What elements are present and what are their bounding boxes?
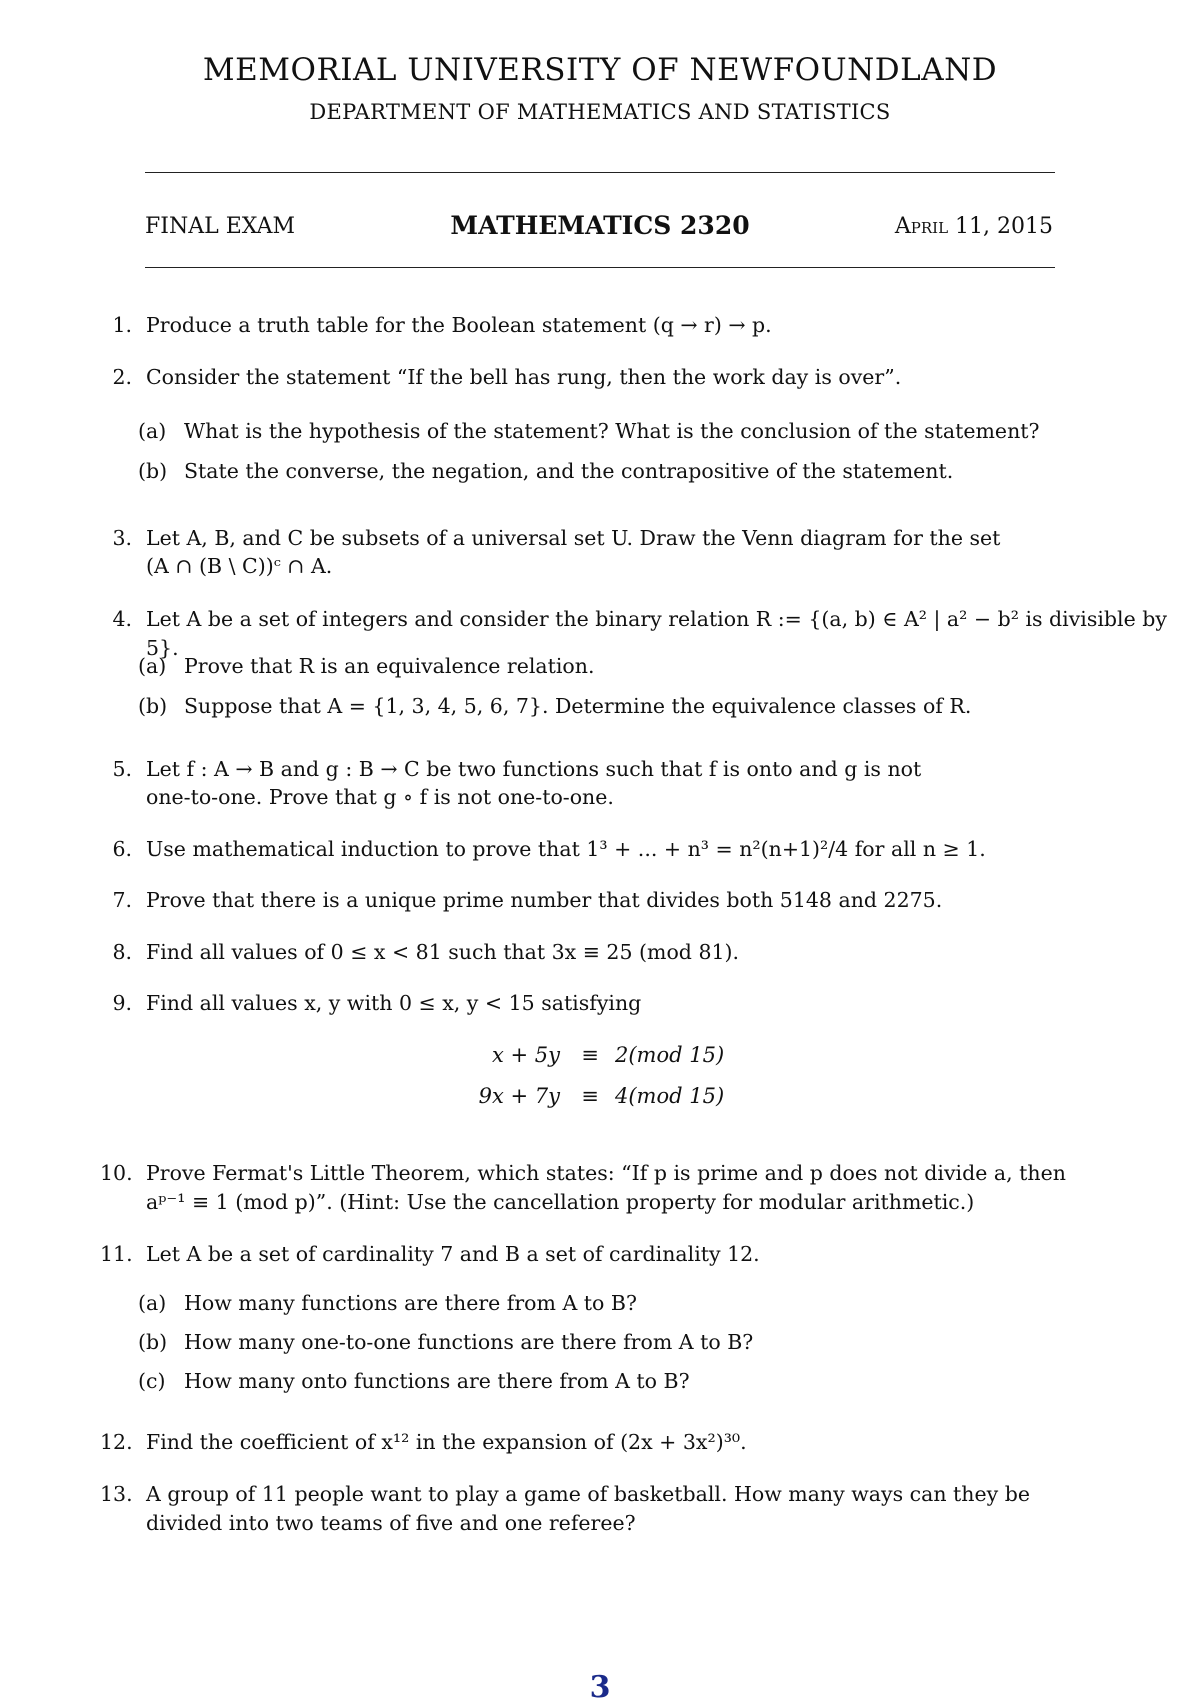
question-text: Consider the statement “If the bell has rung, then the work day is over”. xyxy=(146,365,902,389)
part-text: Suppose that A = {1, 3, 4, 5, 6, 7}. Determine the equivalence classes of R. xyxy=(184,694,972,718)
question-text: Prove that there is a unique prime number that divides both 5148 and 2275. xyxy=(146,888,943,912)
part-label: (a) xyxy=(138,1291,167,1315)
question-text: Produce a truth table for the Boolean statement (q → r) → p. xyxy=(146,313,772,337)
equation-1-rhs: 2(mod 15) xyxy=(615,1043,725,1067)
part-label: (a) xyxy=(138,419,167,443)
question-text: Let A, B, and C be subsets of a universal set U. Draw the Venn diagram for the set xyxy=(146,526,1001,550)
question-text: divided into two teams of five and one referee? xyxy=(146,1511,636,1535)
question-number: 10. xyxy=(100,1161,133,1185)
question-number: 11. xyxy=(100,1242,133,1266)
equation-1-lhs: x + 5y xyxy=(491,1043,560,1067)
equation-2-lhs: 9x + 7y xyxy=(478,1084,560,1108)
question-number: 13. xyxy=(100,1482,133,1506)
part-text: What is the hypothesis of the statement? What is the conclusion of the statement? xyxy=(184,419,1040,443)
equation-2-rhs: 4(mod 15) xyxy=(615,1084,725,1108)
part-text: How many one-to-one functions are there from A to B? xyxy=(184,1330,754,1354)
question-text: one-to-one. Prove that g ∘ f is not one-to-one. xyxy=(146,785,614,809)
question-text: Let f : A → B and g : B → C be two functions such that f is onto and g is not xyxy=(146,757,922,781)
question-text: Find the coefficient of x¹² in the expansion of (2x + 3x²)³⁰. xyxy=(146,1430,747,1454)
exam-type: FINAL EXAM xyxy=(145,214,296,239)
exam-date: April 11, 2015 xyxy=(894,214,1053,239)
part-text: Prove that R is an equivalence relation. xyxy=(184,654,595,678)
equation-2-rel: ≡ xyxy=(581,1084,599,1108)
question-number: 5. xyxy=(112,757,132,781)
question-text: Find all values of 0 ≤ x < 81 such that 3x ≡ 25 (mod 81). xyxy=(146,940,740,964)
question-text: (A ∩ (B \ C))ᶜ ∩ A. xyxy=(146,554,333,578)
question-number: 6. xyxy=(112,837,132,861)
part-label: (b) xyxy=(138,694,168,718)
part-text: How many functions are there from A to B? xyxy=(184,1291,637,1315)
question-text: Prove Fermat's Little Theorem, which states: “If p is prime and p does not divide a, then xyxy=(146,1161,1066,1185)
university-name: MEMORIAL UNIVERSITY OF NEWFOUNDLAND xyxy=(202,52,998,88)
question-text: Let A be a set of integers and consider the binary relation R := {(a, b) ∈ A² | a² − b² is divisible by 5}. xyxy=(146,607,1167,660)
part-text: State the converse, the negation, and the contrapositive of the statement. xyxy=(184,459,954,483)
part-label: (b) xyxy=(138,1330,168,1354)
part-text: How many onto functions are there from A to B? xyxy=(184,1369,690,1393)
question-text: Use mathematical induction to prove that 1³ + ... + n³ = n²(n+1)²/4 for all n ≥ 1. xyxy=(146,837,986,861)
question-text: Find all values x, y with 0 ≤ x, y < 15 satisfying xyxy=(146,991,642,1015)
question-number: 12. xyxy=(100,1430,133,1454)
part-label: (c) xyxy=(138,1369,166,1393)
question-number: 9. xyxy=(112,991,132,1015)
part-label: (b) xyxy=(138,459,168,483)
question-text: Let A be a set of cardinality 7 and B a set of cardinality 12. xyxy=(146,1242,760,1266)
question-number: 8. xyxy=(112,940,132,964)
course-title: MATHEMATICS 2320 xyxy=(450,211,750,240)
question-number: 1. xyxy=(112,313,132,337)
question-number: 7. xyxy=(112,888,132,912)
question-text: A group of 11 people want to play a game of basketball. How many ways can they be xyxy=(146,1482,1030,1506)
question-number: 4. xyxy=(112,607,132,631)
equation-1-rel: ≡ xyxy=(581,1043,599,1067)
department-name: DEPARTMENT OF MATHEMATICS AND STATISTICS xyxy=(309,100,891,124)
part-label: (a) xyxy=(138,654,167,678)
header-rule-top xyxy=(145,172,1055,173)
question-text: aᵖ⁻¹ ≡ 1 (mod p)”. (Hint: Use the cancellation property for modular arithmetic.) xyxy=(146,1190,975,1214)
header-rule-bottom xyxy=(145,267,1055,268)
question-number: 3. xyxy=(112,526,132,550)
page-number: 3 xyxy=(589,1670,611,1705)
question-number: 2. xyxy=(112,365,132,389)
